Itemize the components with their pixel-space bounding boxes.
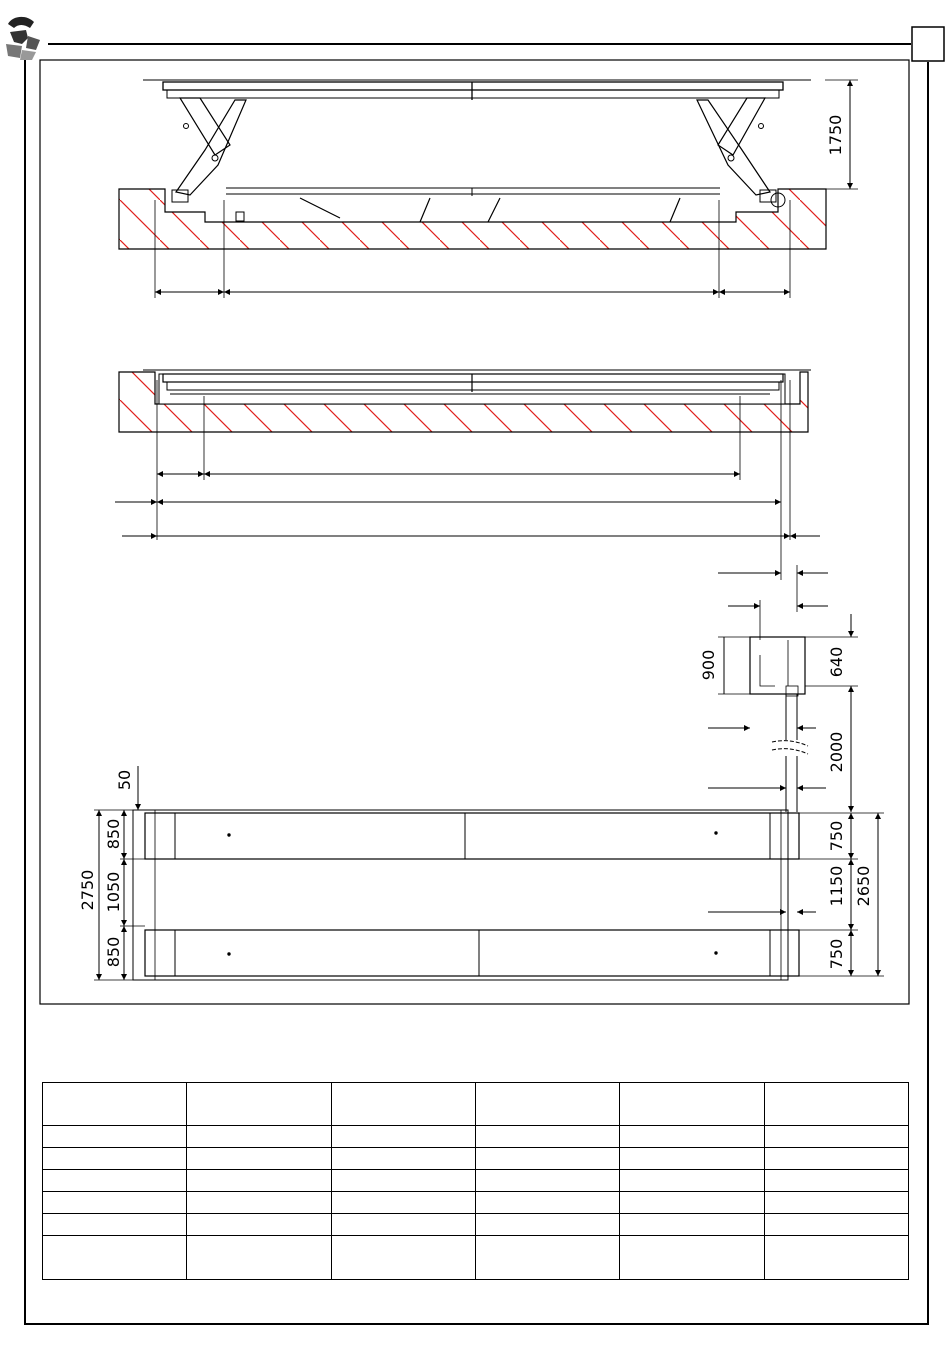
table-row bbox=[43, 1170, 909, 1192]
table-cell bbox=[331, 1236, 475, 1280]
table-cell bbox=[620, 1083, 764, 1126]
table-cell bbox=[331, 1192, 475, 1214]
dim-right-gap: 1150 bbox=[827, 865, 846, 907]
table-cell bbox=[764, 1148, 908, 1170]
table-cell bbox=[331, 1148, 475, 1170]
plan-view bbox=[94, 766, 884, 980]
table-cell bbox=[43, 1214, 187, 1236]
table-cell bbox=[331, 1126, 475, 1148]
table-cell bbox=[475, 1236, 619, 1280]
floor-slab-raised bbox=[119, 189, 826, 249]
table-cell bbox=[620, 1214, 764, 1236]
table-cell bbox=[620, 1236, 764, 1280]
table-cell bbox=[475, 1126, 619, 1148]
brand-logo bbox=[6, 17, 40, 60]
table-row bbox=[43, 1214, 909, 1236]
table-cell bbox=[764, 1214, 908, 1236]
table-cell bbox=[620, 1192, 764, 1214]
table-row bbox=[43, 1126, 909, 1148]
table-cell bbox=[43, 1126, 187, 1148]
table-cell bbox=[764, 1083, 908, 1126]
table-cell bbox=[43, 1192, 187, 1214]
dim-edge-offset: 50 bbox=[115, 769, 134, 791]
table-cell bbox=[187, 1083, 331, 1126]
table-cell bbox=[764, 1126, 908, 1148]
table-cell bbox=[475, 1148, 619, 1170]
table-header-row bbox=[43, 1083, 909, 1126]
table-row bbox=[43, 1148, 909, 1170]
table-cell bbox=[620, 1170, 764, 1192]
dim-right-bottom-width: 750 bbox=[827, 938, 846, 970]
table-cell bbox=[475, 1214, 619, 1236]
table-cell bbox=[764, 1236, 908, 1280]
table-cell bbox=[620, 1126, 764, 1148]
table-cell bbox=[43, 1083, 187, 1126]
table-cell bbox=[475, 1192, 619, 1214]
platform-lower bbox=[145, 930, 799, 976]
elevation-raised-view bbox=[119, 80, 858, 298]
table-cell bbox=[43, 1170, 187, 1192]
table-cell bbox=[620, 1148, 764, 1170]
control-unit-view bbox=[708, 565, 858, 812]
dim-right-top-width: 750 bbox=[827, 820, 846, 852]
dim-left-gap: 1050 bbox=[104, 871, 123, 913]
table-cell bbox=[187, 1148, 331, 1170]
table-cell bbox=[475, 1170, 619, 1192]
specification-table bbox=[42, 1082, 909, 1280]
elevation-lowered-view bbox=[115, 370, 820, 580]
dim-control-box-upper: 640 bbox=[827, 646, 846, 678]
table-cell bbox=[187, 1192, 331, 1214]
table-cell bbox=[331, 1170, 475, 1192]
table-cell bbox=[43, 1236, 187, 1280]
table-cell bbox=[187, 1214, 331, 1236]
table-cell bbox=[764, 1192, 908, 1214]
dim-left-bottom-width: 850 bbox=[104, 936, 123, 968]
table-row bbox=[43, 1192, 909, 1214]
dim-left-total: 2750 bbox=[78, 869, 97, 911]
table-cell bbox=[187, 1170, 331, 1192]
table-cell bbox=[187, 1126, 331, 1148]
table-row bbox=[43, 1236, 909, 1280]
dim-left-top-width: 850 bbox=[104, 818, 123, 850]
dim-column-height: 2000 bbox=[827, 731, 846, 773]
table-cell bbox=[187, 1236, 331, 1280]
table-cell bbox=[475, 1083, 619, 1126]
table-cell bbox=[764, 1170, 908, 1192]
dim-platform-height: 1750 bbox=[826, 114, 845, 156]
dim-right-total: 2650 bbox=[854, 865, 873, 907]
table-cell bbox=[331, 1083, 475, 1126]
table-cell bbox=[331, 1214, 475, 1236]
platform-upper bbox=[145, 813, 799, 859]
table-cell bbox=[43, 1148, 187, 1170]
control-box bbox=[750, 637, 805, 694]
dim-control-box-height: 900 bbox=[699, 649, 718, 681]
